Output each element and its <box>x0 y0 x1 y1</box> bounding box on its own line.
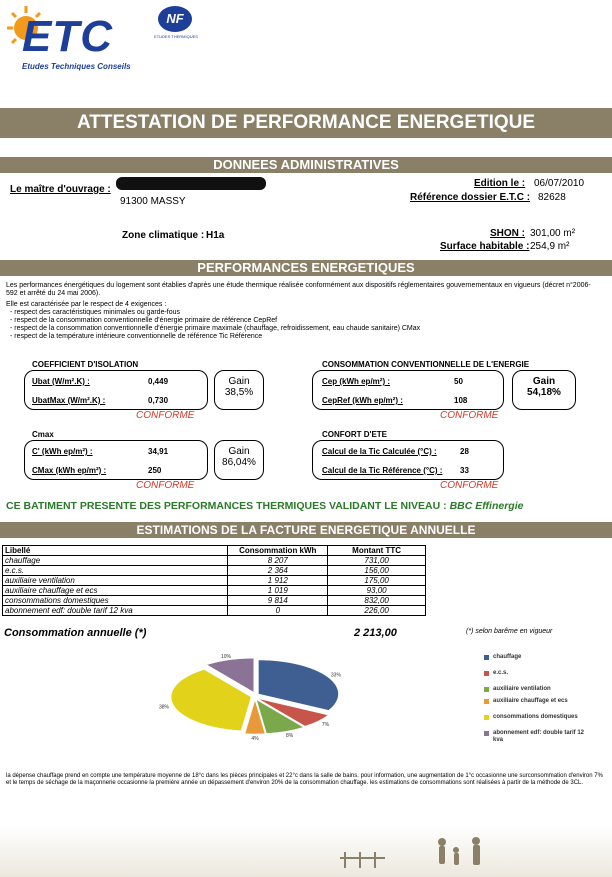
row-amount: 226,00 <box>328 606 426 616</box>
ete-conforme: CONFORME <box>440 480 499 491</box>
surface-value: 254,9 m² <box>530 241 570 252</box>
row-amount: 93,00 <box>328 586 426 596</box>
row-amount: 731,00 <box>328 556 426 566</box>
row-kwh: 2 364 <box>228 566 328 576</box>
row-kwh: 0 <box>228 606 328 616</box>
zone-label: Zone climatique : <box>122 230 205 241</box>
coef-gain-value: 38,5% <box>224 387 254 398</box>
ubatmax-label: UbatMax (W/m².K) : <box>32 396 106 405</box>
legend-swatch <box>484 655 489 660</box>
row-label: chauffage <box>3 556 228 566</box>
row-label: auxiliaire chauffage et ecs <box>3 586 228 596</box>
admin-section <box>0 174 612 256</box>
table-row <box>3 606 426 616</box>
shon-value: 301,00 m² <box>530 228 576 239</box>
invoice-table <box>2 545 426 616</box>
page-title <box>0 108 612 138</box>
cmax-conforme: CONFORME <box>136 480 195 491</box>
nf-caption: ETUDES THERMIQUES <box>154 34 198 39</box>
bbc-banner-text: CE BATIMENT PRESENTE DES PERFORMANCES THERMIQUES VALIDANT LE NIVEAU : <box>6 500 447 512</box>
ubatmax-value: 0,730 <box>148 396 169 405</box>
footer-decoration <box>0 826 612 877</box>
tic-ref-value: 33 <box>460 466 469 475</box>
pie-slice-label: 8% <box>285 733 294 740</box>
cmax-gain-box <box>214 440 264 480</box>
nf-badge <box>158 6 192 32</box>
column-header: Libellé <box>3 546 228 556</box>
cep-value: 50 <box>454 377 463 386</box>
row-label: auxiliaire ventilation <box>3 576 228 586</box>
bbc-level: BBC Effinergie <box>449 500 524 512</box>
conso-gain-label: Gain <box>532 376 556 387</box>
edition-value: 06/07/2010 <box>534 178 585 189</box>
perf-heading-text: PERFORMANCES ENERGETIQUES <box>197 260 415 275</box>
table-header-row <box>3 546 426 556</box>
total-label: Consommation annuelle (*) <box>4 627 147 639</box>
conso-gain-value: 54,18% <box>527 387 561 398</box>
table-row <box>3 556 426 566</box>
legend-swatch <box>484 687 489 692</box>
perf-bullet: - respect de la consommation conventionnelle d'énergie primaire maximale (chauffage, refroidissement, eau chaude sanitaire) CMax <box>10 325 421 332</box>
c-value: 34,91 <box>148 447 169 456</box>
row-kwh: 1 019 <box>228 586 328 596</box>
row-kwh: 8 207 <box>228 556 328 566</box>
cepref-label: CepRef (kWh ep/m²) : <box>322 396 403 405</box>
nf-mark: NF <box>166 11 184 26</box>
legend-swatch <box>484 671 489 676</box>
shon-label: SHON : <box>490 228 525 239</box>
table-row <box>3 586 426 596</box>
row-label: e.c.s. <box>3 566 228 576</box>
consumption-pie-chart <box>150 648 360 748</box>
c-label: C' (kWh ep/m²) : <box>32 447 93 456</box>
column-header: Consommation kWh <box>228 546 328 556</box>
coef-gain-box <box>214 370 264 410</box>
table-row <box>3 596 426 606</box>
cmax-value: 250 <box>148 466 162 475</box>
row-kwh: 9 814 <box>228 596 328 606</box>
zone-value: H1a <box>206 230 225 241</box>
footer-note: la dépense chauffage prend en compte une température moyenne de 18°c dans les pièces principales et 22°c dans la salle de bains. pour information, une augmentation de 1°c occasionne une surconsommation d'environ 7% et le temps de séchage de la maçonnerie occasionne la première année un dépassement d'environ 20% de la consommation chauffage. les estimations de consommations sont réalisées à partir de la méthode de 3CL. <box>6 773 603 786</box>
pie-slice-label: 10% <box>220 654 231 661</box>
row-amount: 832,00 <box>328 596 426 606</box>
conso-gain-box <box>512 370 576 410</box>
column-header: Montant TTC <box>328 546 426 556</box>
perf-bullet: - respect de la consommation conventionnelle d'énergie primaire de référence CepRef <box>10 317 278 324</box>
row-label: consommations domestiques <box>3 596 228 606</box>
legend-swatch <box>484 731 489 736</box>
coef-title: COEFFICIENT D'ISOLATION <box>32 360 139 369</box>
invoice-note: (*) selon barême en vigueur <box>466 628 553 635</box>
ubat-value: 0,449 <box>148 377 169 386</box>
cep-label: Cep (kWh ep/m²) : <box>322 377 390 386</box>
admin-heading-text: DONNEES ADMINISTRATIVES <box>213 157 399 172</box>
table-row <box>3 566 426 576</box>
total-value: 2 213,00 <box>354 627 397 639</box>
company-logo <box>4 4 204 74</box>
coef-gain-label: Gain <box>228 376 250 387</box>
cmax-gain-label: Gain <box>228 446 250 457</box>
pie-slice-label: 38% <box>158 704 169 711</box>
legend-label: e.c.s. <box>493 670 509 676</box>
owner-label: Le maître d'ouvrage : <box>10 184 111 195</box>
ubat-label: Ubat (W/m².K) : <box>32 377 90 386</box>
logo-tagline: Etudes Techniques Conseils <box>22 62 131 71</box>
legend-label: consommations domestiques <box>493 714 578 720</box>
invoice-heading-text: ESTIMATIONS DE LA FACTURE ENERGETIQUE ANNUELLE <box>136 523 476 537</box>
table-row <box>3 576 426 586</box>
tic-calc-label: Calcul de la Tic Calculée (°C) : <box>322 447 437 456</box>
pie-slice-label: 4% <box>251 736 259 742</box>
coef-conforme: CONFORME <box>136 410 195 421</box>
legend-swatch <box>484 715 489 720</box>
surface-label: Surface habitable : <box>440 241 530 252</box>
admin-heading <box>0 157 612 173</box>
family-silhouette-icon <box>430 836 490 874</box>
pie-slice-label: 7% <box>321 721 330 728</box>
page-title-text: ATTESTATION DE PERFORMANCE ENERGETIQUE <box>76 112 536 133</box>
legend-swatch <box>484 699 489 704</box>
legend-label: chauffage <box>493 654 522 660</box>
perf-bullet: - respect des caractéristiques minimales ou garde-fous <box>10 309 181 316</box>
tic-calc-value: 28 <box>460 447 469 456</box>
pie-legend <box>484 654 604 754</box>
cmax-title: Cmax <box>32 430 54 439</box>
perf-intro2: Elle est caractérisée par le respect de 4 exigences : <box>6 301 167 308</box>
row-kwh: 1 912 <box>228 576 328 586</box>
legend-label: auxiliaire ventilation <box>493 686 551 692</box>
pie-slice-label: 33% <box>330 672 341 679</box>
legend-label: auxiliaire chauffage et ecs <box>493 698 568 704</box>
ref-value: 82628 <box>538 192 566 203</box>
owner-redacted <box>116 177 266 190</box>
owner-city: 91300 MASSY <box>120 196 186 207</box>
tic-ref-label: Calcul de la Tic Référence (°C) : <box>322 466 443 475</box>
cmax-label: CMax (kWh ep/m²) : <box>32 466 107 475</box>
perf-intro: Les performances énergétiques du logement sont établies d'après une étude thermique réalisée conformément aux dispositifs réglementaires gouvernementaux en vigueurs (décret n°2006-592 et arrêté du 24 mai 2006). <box>6 282 591 297</box>
row-amount: 175,00 <box>328 576 426 586</box>
fence-icon <box>340 850 430 870</box>
ref-label: Référence dossier E.T.C : <box>410 192 531 203</box>
row-label: abonnement edf: double tarif 12 kva <box>3 606 228 616</box>
invoice-heading <box>0 522 612 538</box>
row-amount: 156,00 <box>328 566 426 576</box>
ete-title: CONFORT D'ETE <box>322 430 388 439</box>
bbc-banner <box>6 500 606 512</box>
conso-conforme: CONFORME <box>440 410 499 421</box>
cepref-value: 108 <box>454 396 468 405</box>
legend-label: abonnement edf: double tarif 12 kva <box>493 730 585 743</box>
perf-heading <box>0 260 612 276</box>
edition-label: Edition le : <box>474 178 526 189</box>
perf-bullet: - respect de la température intérieure conventionnelle de référence Tic Référence <box>10 333 263 340</box>
cmax-gain-value: 86,04% <box>222 457 256 468</box>
conso-title: CONSOMMATION CONVENTIONNELLE DE L'ENERGIE <box>322 360 530 369</box>
logo-letters: ETC <box>22 12 113 61</box>
